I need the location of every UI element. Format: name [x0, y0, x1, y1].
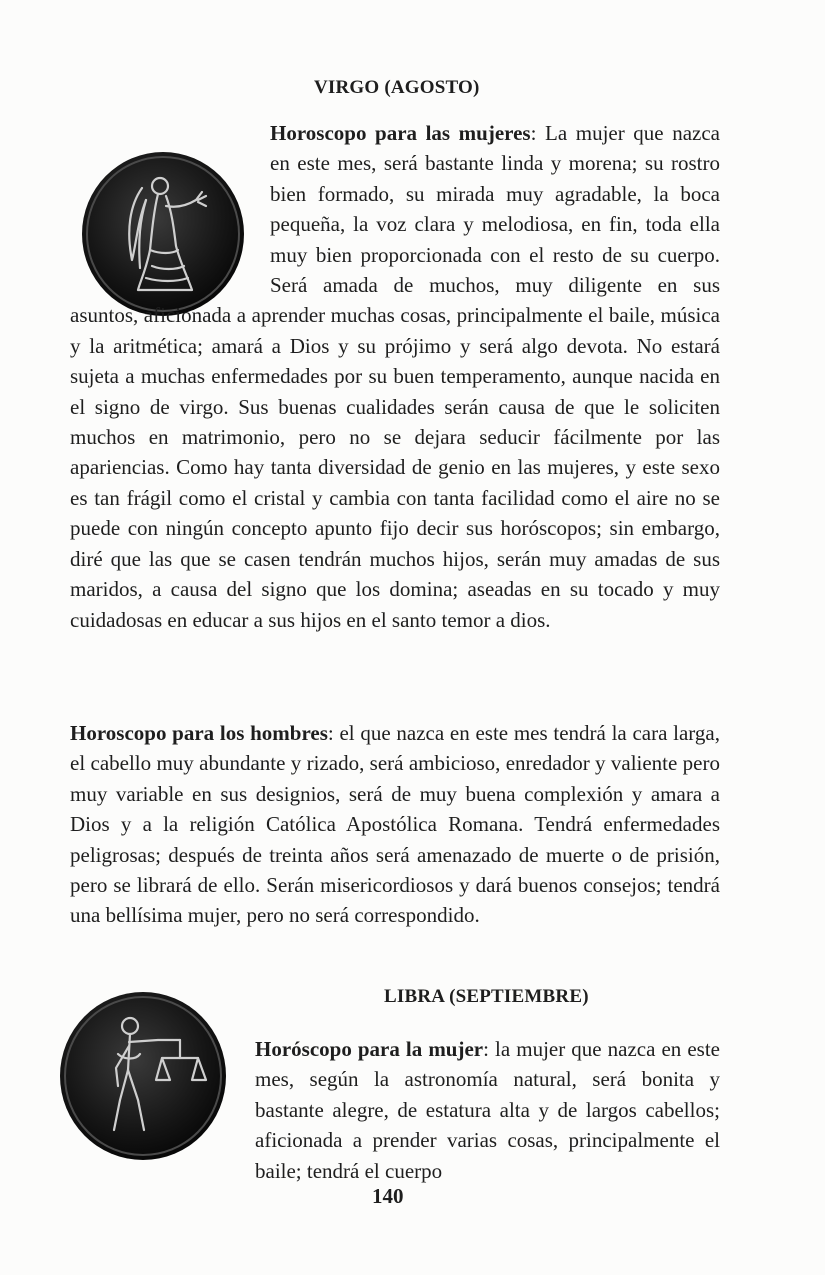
virgo-men-lead: Horoscopo para los hombres — [70, 721, 328, 745]
libra-women-text: : la mujer que nazca en este mes, según la astronomía natural, será bonita y bastante alegre, de estatura alta y de largos cabellos; aficionada a prender varias cosas, principalmente el baile; tendrá el cuerpo — [255, 1037, 720, 1183]
virgo-women-paragraph — [70, 118, 720, 635]
libra-heading: LIBRA (SEPTIEMBRE) — [384, 986, 589, 1007]
libra-medallion-image — [58, 990, 228, 1162]
virgo-men-paragraph — [70, 718, 720, 931]
virgo-men-text: : el que nazca en este mes tendrá la cara larga, el cabello muy abundante y rizado, será ambicioso, enredador y valiente pero muy variable en sus designios, será de muy buena complexión y amara a Dios y a la religión Católica Apostólica Romana. Tendrá enfermedades peligrosas; después de treinta años será amenazado de muerte o de prisión, pero se librará de ello. Serán misericordiosos y dará buenos consejos; tendrá una bellísima mujer, pero no será correspondido. — [70, 721, 720, 928]
libra-women-paragraph — [255, 1034, 720, 1186]
medallion-spacer — [70, 118, 270, 300]
virgo-women-text: : La mujer que nazca en este mes, será bastante linda y morena; su rostro bien formado, su mirada muy agradable, la boca pequeña, la voz clara y melodiosa, en fin, toda ella muy bien proporcionada con el resto de su cuerpo. Será amada de muchos, muy diligente en sus asuntos, aficionada a aprender muchas cosas, principalmente el baile, música y la aritmética; amará a Dios y su prójimo y será algo devota. No estará sujeta a muchas enfermedades por su buen temperamento, aunque nacida en el signo de virgo. Sus buenas cualidades serán causa de que le soliciten muchos en matrimonio, pero no se dejara seducir fácilmente por las apariencias. Como hay tanta diversidad de genio en las mujeres, y este sexo es tan frágil como el cristal y cambia con tanta facilidad como el aire no se puede con ningún concepto apunto fijo decir sus horóscopos; sin embargo, diré que las que se casen tendrán muchos hijos, serán muy amadas de sus maridos, a causa del signo que los domina; aseadas en su tocado y muy cuidadosas en educar a sus hijos en el santo temor a dios. — [70, 121, 720, 632]
libra-women-lead: Horóscopo para la mujer — [255, 1037, 484, 1061]
virgo-heading: VIRGO (AGOSTO) — [314, 77, 480, 98]
page-number: 140 — [372, 1184, 404, 1208]
virgo-women-lead: Horoscopo para las mujeres — [270, 121, 531, 145]
